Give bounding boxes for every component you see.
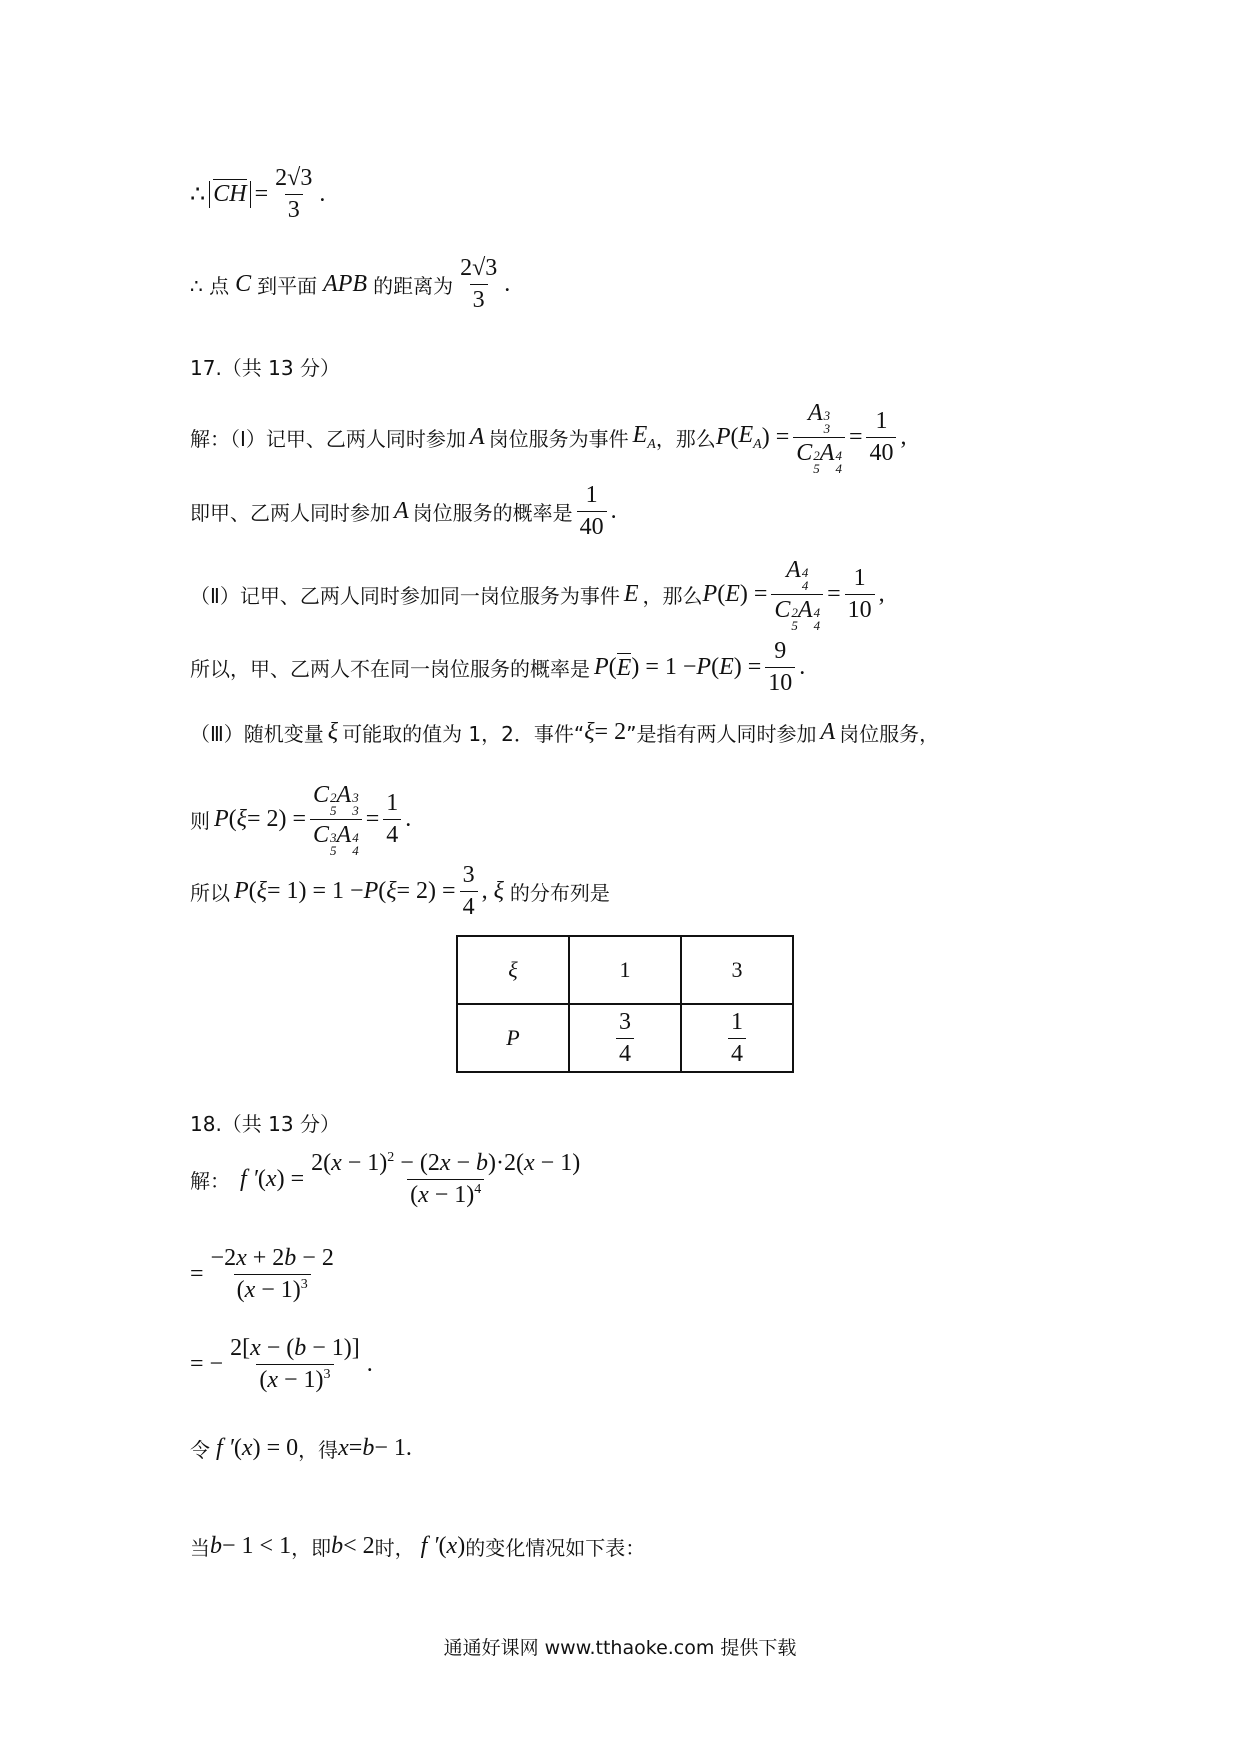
fraction: $\frac{1}{4}$ xyxy=(383,790,401,849)
fraction: $\frac{2(x - 1)^2 - (2x - b)\cdot 2(x - 1)}{(x - 1)^4}$ xyxy=(311,1150,581,1208)
q18-derivative: 解： f ′ ( x ) = $\frac{2(x - 1)^2 - (2x - b)\cdot 2(x - 1)}{(x - 1)^4}$ xyxy=(190,1150,587,1209)
fraction: $\frac{2√3}{3}$ xyxy=(460,255,498,313)
fraction: $\frac{3}{4}$ xyxy=(460,862,478,921)
q17-part1: 解：（Ⅰ）记甲、乙两人同时参加 A 岗位服务为事件 $E_A$ ，那么 P ( $E_A$ ) = A 3 3 C 2 5 A 4 4 = $\frac{1}{40}$ , xyxy=(190,400,907,476)
q17-prob-xi2: 则 P ( ξ = 2) = C 2 5 A 3 3 C 3 5 A 4 4 = $\frac{1}{4}$ . xyxy=(190,782,412,858)
line-distance: ∴ 点 C 到平面 APB 的距离为 $\frac{2√3}{3}$ . xyxy=(190,255,511,313)
line-ch-length: ∴ CH = $\frac{2√3}{3}$ . xyxy=(190,165,326,223)
page-footer: 通通好课网 www.tthaoke.com 提供下载 xyxy=(443,1637,797,1659)
table-cell: 1 xyxy=(569,936,681,1004)
fraction: $\frac{1}{10}$ xyxy=(845,565,875,624)
fraction: $\frac{2√3}{3}$ xyxy=(275,165,313,223)
fraction: $\frac{9}{10}$ xyxy=(765,638,795,697)
distribution-table xyxy=(456,935,794,1073)
fraction: $\frac{-2x + 2b - 2}{(x - 1)^3}$ xyxy=(210,1245,334,1303)
q18-case: 当 b − 1 < 1 ，即 b < 2 时， f ′ ( x ) 的变化情况如下表： xyxy=(190,1533,646,1560)
question-17-title: 17.（共 13 分） xyxy=(190,356,340,380)
question-18-title: 18.（共 13 分） xyxy=(190,1112,340,1136)
fraction: $\frac{2[x - (b - 1)]}{(x - 1)^3}$ xyxy=(230,1335,360,1393)
table-header-xi: ξ xyxy=(457,936,569,1004)
table-row xyxy=(457,936,793,1004)
fraction: C 2 5 A 3 3 C 3 5 A 4 4 xyxy=(310,782,362,857)
q17-part2-conclusion: 所以，甲、乙两人不在同一岗位服务的概率是 P ( E ) = 1 − P ( E ) = $\frac{9}{10}$ . xyxy=(190,638,806,696)
q18-step2: = $\frac{-2x + 2b - 2}{(x - 1)^3}$ xyxy=(190,1245,341,1304)
q17-part3: （Ⅲ）随机变量 ξ 可能取的值为 1，2．事件“ ξ = 2 ”是指有两人同时参加 A 岗位服务， xyxy=(190,719,940,746)
q18-step3: = − $\frac{2[x - (b - 1)]}{(x - 1)^3}$ . xyxy=(190,1335,373,1393)
vector-ch: CH xyxy=(209,181,250,208)
fraction: $\frac{1}{40}$ xyxy=(866,408,896,467)
fraction: A 3 3 C 2 5 A 4 4 xyxy=(793,400,845,475)
table-cell: $\frac{3}{4}$ xyxy=(569,1004,681,1072)
q17-part1-conclusion: 即甲、乙两人同时参加 A 岗位服务的概率是 $\frac{1}{40}$ . xyxy=(190,482,617,540)
q17-prob-xi1: 所以 P ( ξ = 1) = 1 − P ( ξ = 2) = $\frac{3}{4}$ , ξ 的分布列是 xyxy=(190,862,610,920)
table-cell: 3 xyxy=(681,936,793,1004)
fraction: A 4 4 C 2 5 A 4 4 xyxy=(771,557,823,632)
q17-part2: （Ⅱ）记甲、乙两人同时参加同一岗位服务为事件 E ，那么 P ( E ) = A 4 4 C 2 5 A 4 4 = $\frac{1}{10}$ , xyxy=(190,557,885,633)
table-cell: $\frac{1}{4}$ xyxy=(681,1004,793,1072)
fraction: $\frac{1}{40}$ xyxy=(577,482,607,541)
table-row xyxy=(457,1004,793,1072)
q18-critical-point: 令 f ′ ( x ) = 0 ，得 x = b − 1. xyxy=(190,1435,412,1462)
table-header-p: P xyxy=(457,1004,569,1072)
